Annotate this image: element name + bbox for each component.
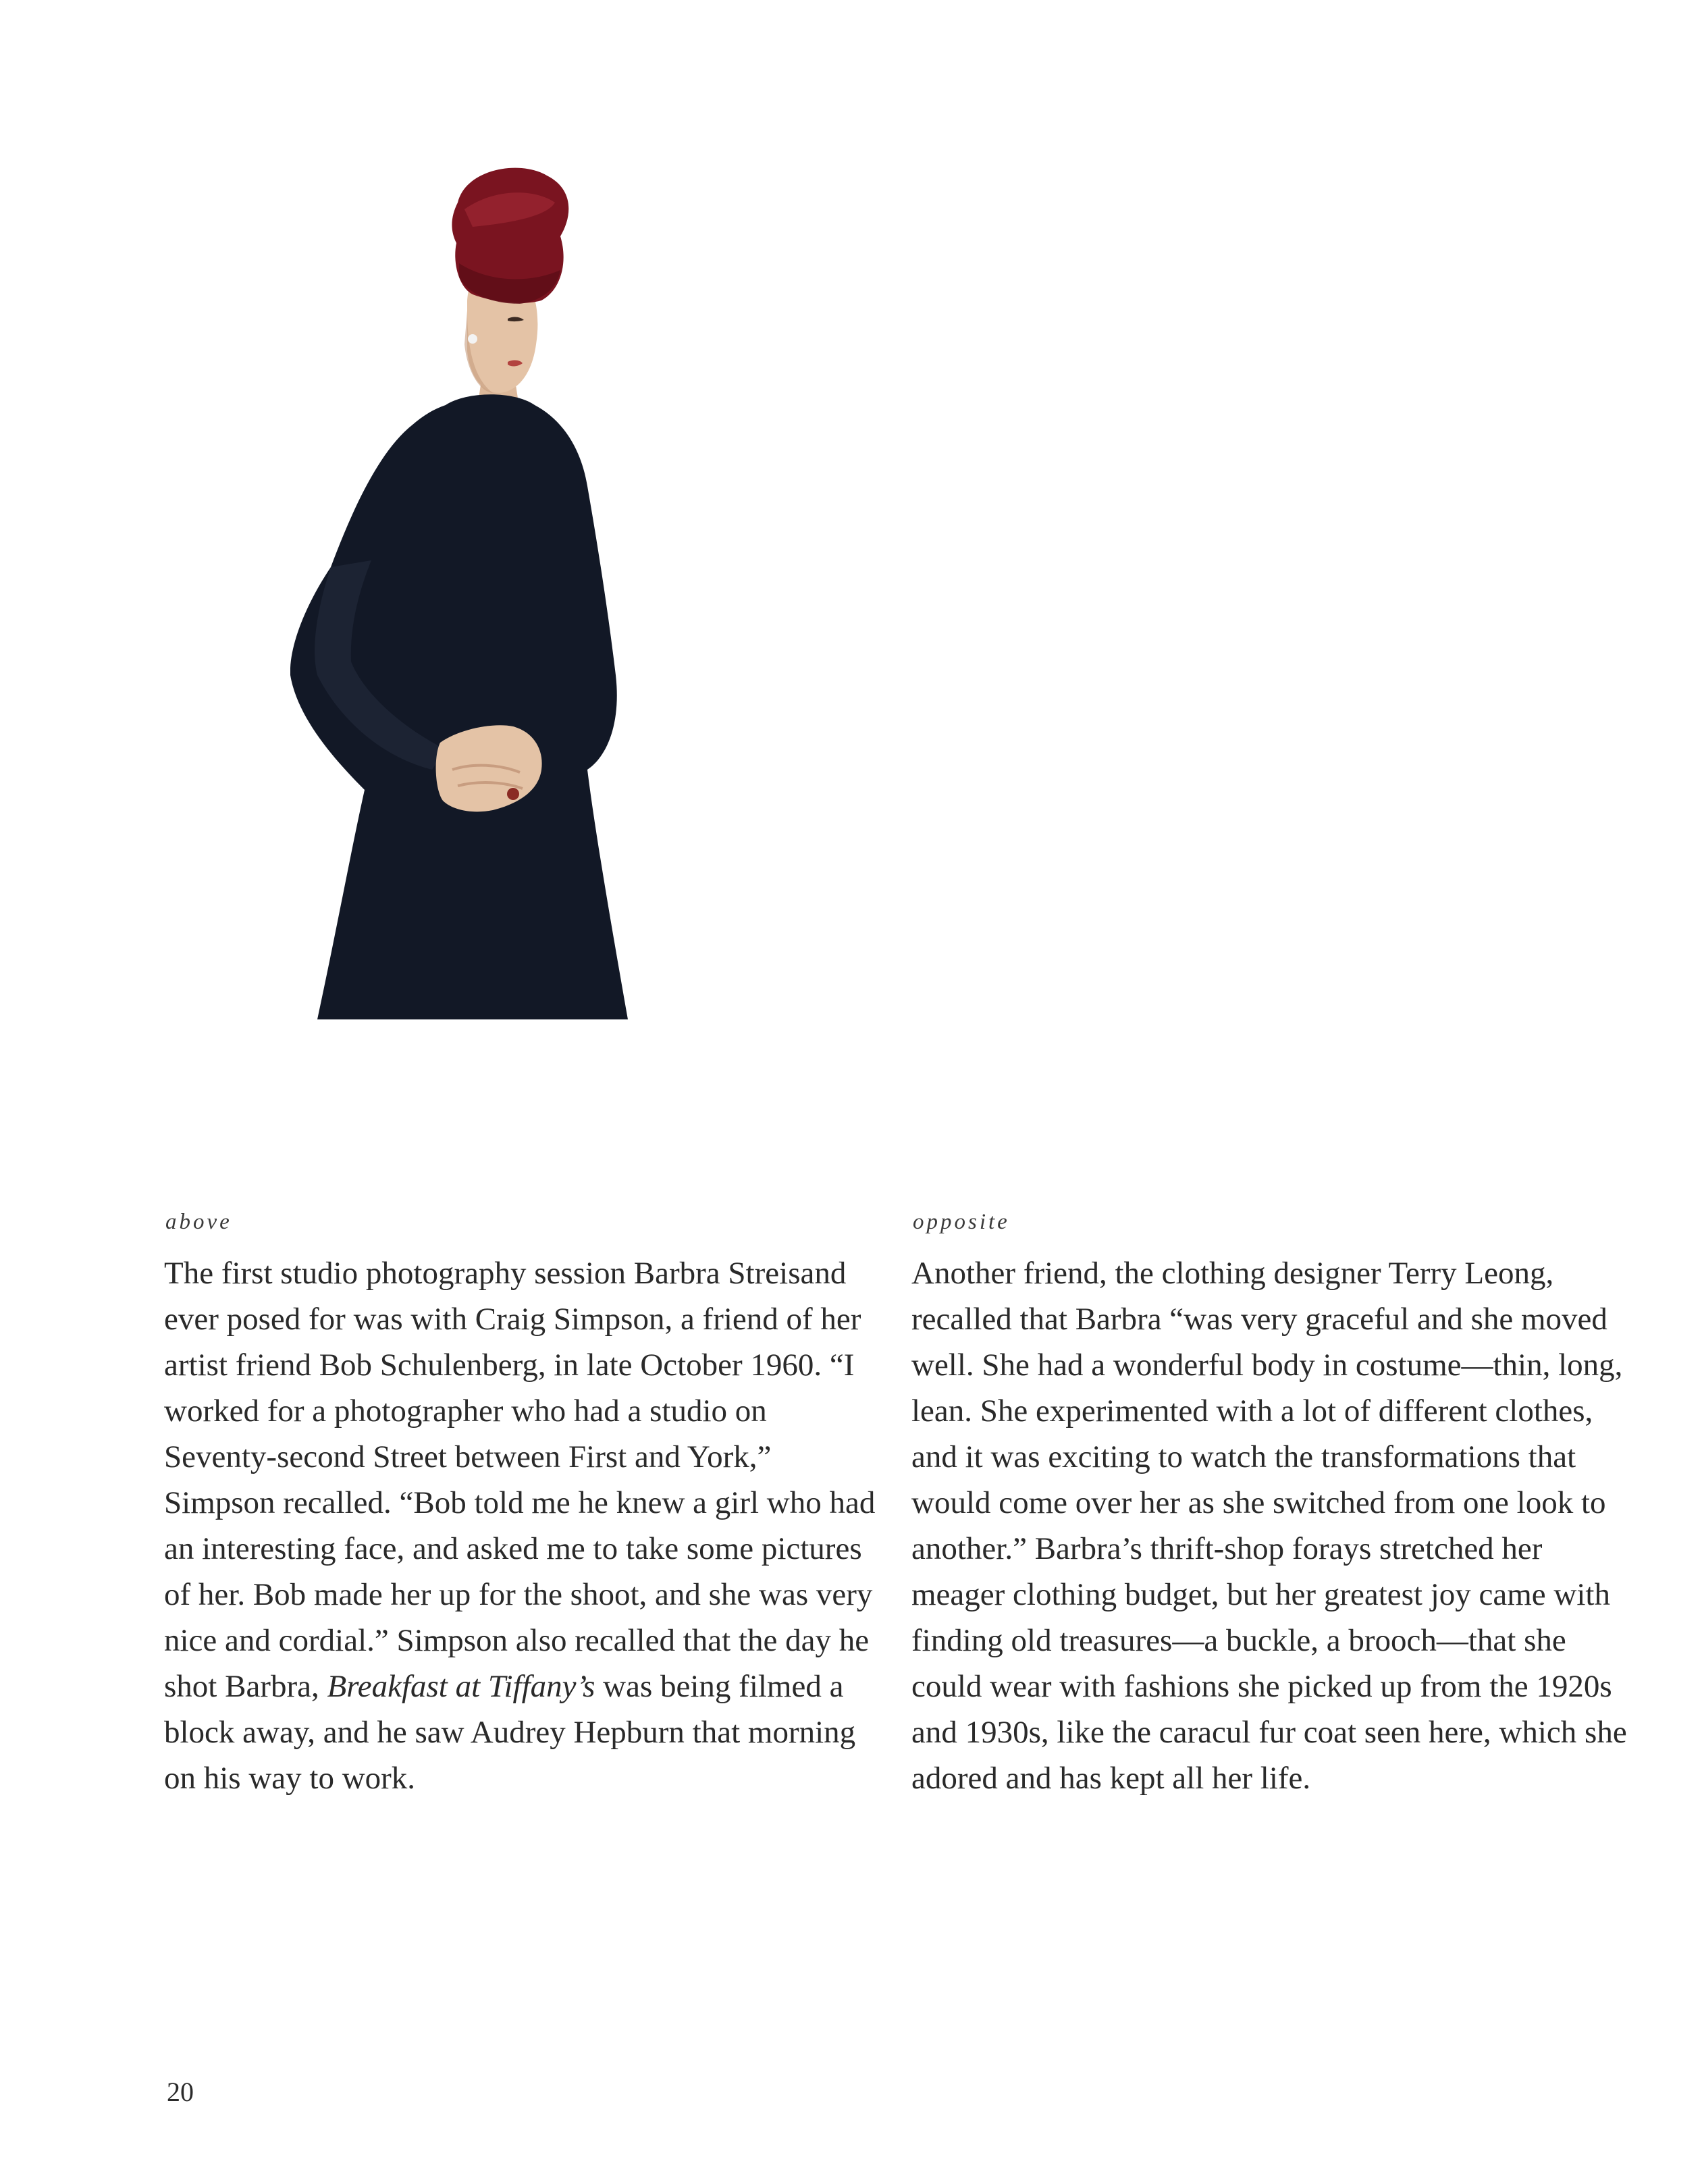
caption-label-opposite: opposite <box>913 1210 1010 1234</box>
caption-text-above <box>164 1250 880 1801</box>
caption-above <box>164 1208 880 1801</box>
caption-text-opposite: Another friend, the clothing designer Terry Leong, recalled that Barbra “was very graceful and she moved well. She had a wonderful body in costume—thin, long, lean. She experimented with a lot of different clothes, and it was exciting to watch the transformations that would come over her as she switched from one look to another.” Barbra’s thrift-shop forays stretched her meager clothing budget, but her greatest joy came with finding old treasures—a buckle, a brooch—that she could wear with fashions she picked up from the 1920s and 1930s, like the caracul fur coat seen here, which she adored and has kept all her life. <box>911 1256 1627 1796</box>
portrait-photo <box>290 162 695 1019</box>
caption-text-above-part-2: was being filmed a block away, and he saw Audrey Hepburn that morning on his way to work. <box>164 1669 856 1796</box>
film-title: Breakfast at Tiffany’s <box>327 1669 595 1704</box>
caption-text-above-part-1: The first studio photography session Barbra Streisand ever posed for was with Craig Simpson, a friend of her artist friend Bob Schulenberg, in late October 1960. “I worked for a photographer who had a studio on Seventy-second Street between First and York,” Simpson recalled. “Bob told me he knew a girl who had an interesting face, and asked me to take some pictures of her. Bob made her up for the shoot, and she was very nice and cordial.” Simpson also recalled that the day he shot Barbra, <box>164 1256 876 1704</box>
page-number: 20 <box>167 2077 194 2107</box>
caption-label-above: above <box>165 1210 232 1234</box>
caption-opposite <box>911 1208 1627 1801</box>
